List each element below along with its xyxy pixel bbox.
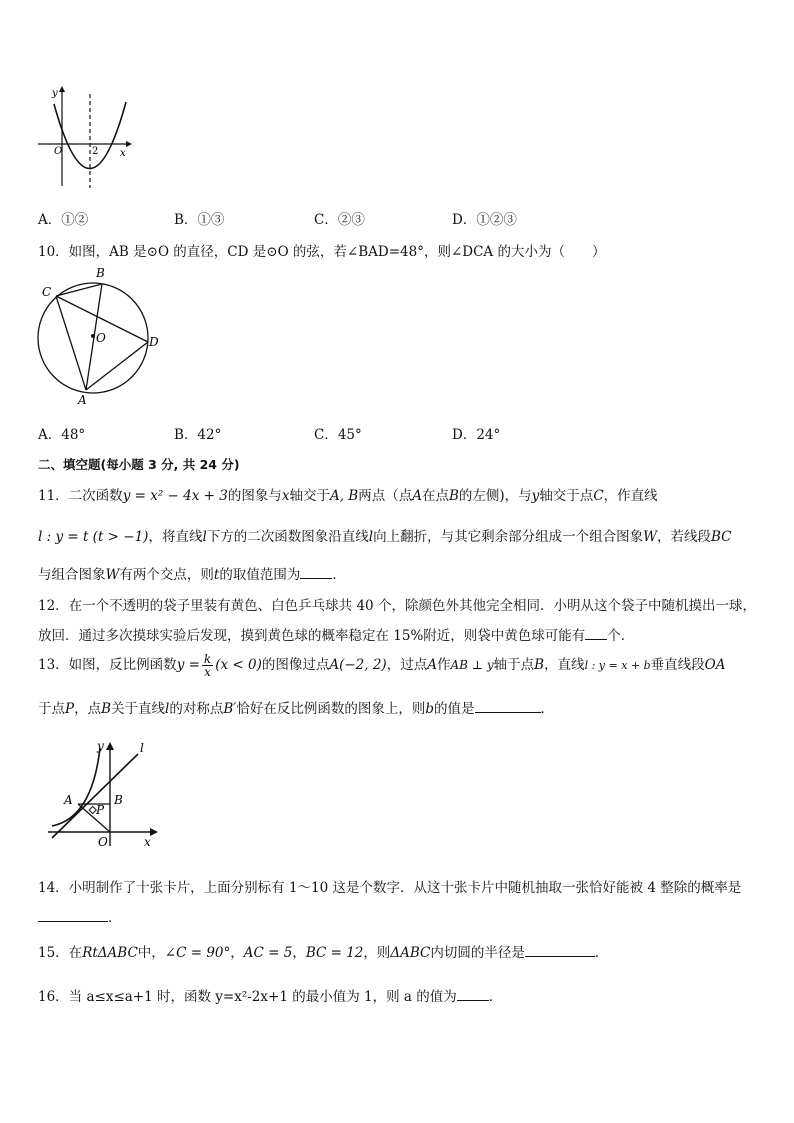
q11-t: t [213, 567, 220, 583]
q15-text-g: ． [594, 945, 609, 961]
label-a: A [78, 393, 87, 407]
q11-b: B [448, 488, 459, 504]
label-b: B [96, 266, 105, 280]
q11-w2: W [105, 567, 120, 583]
q13-b2: B [101, 701, 112, 717]
q11-text-g: 轴交于点 [539, 488, 594, 504]
q11-text-n: 有两个交点，则 [119, 567, 214, 583]
q13-answer-blank[interactable] [475, 700, 541, 713]
q11-answer-blank[interactable] [300, 566, 332, 579]
q11-text-i: ，将直线 [148, 529, 203, 545]
q15-tri: RtΔABC [82, 945, 138, 961]
x-label: x [120, 148, 126, 159]
fig-a-label: A [64, 793, 73, 807]
q11-x: x [281, 488, 290, 504]
q13-text-a: 13．如图，反比例函数 [38, 657, 177, 673]
q11-ab: A, B [329, 488, 359, 504]
y-axis-arrow [106, 742, 114, 750]
q14-answer-blank[interactable] [38, 909, 108, 922]
q15-bc: BC = 12 [305, 945, 364, 961]
y-label: y [52, 88, 58, 99]
q10-option-a: A．48° [38, 427, 86, 443]
q11-l2: l [368, 529, 374, 545]
parabola-figure [34, 84, 134, 192]
label-c: C [42, 285, 52, 299]
circle-figure [30, 262, 170, 406]
y-axis-arrow [59, 86, 65, 92]
q15-text-f: 内切圆的半径是 [430, 945, 525, 961]
two-label: 2 [92, 146, 99, 157]
q11-text-h: ，作直线 [603, 488, 658, 504]
q13-text-k: 的对称点 [169, 701, 224, 717]
q15-line [38, 941, 608, 961]
q11-c: C [593, 488, 604, 504]
q13-text-f: ，直线 [544, 657, 585, 673]
q11-text-o: 的取值范围为 [219, 567, 301, 583]
q13-text-e: 轴于点 [493, 657, 535, 673]
q10-option-b: B．42° [174, 427, 222, 443]
q10-option-d: D．24° [452, 427, 501, 443]
q10-option-c: C．45° [314, 427, 362, 443]
fig-o-label: O [98, 835, 108, 849]
q13-text-m: 的值是 [434, 701, 475, 717]
q15-text-c: ， [230, 945, 244, 961]
q13-l: l [165, 701, 170, 717]
q9-option-c: C．②③ [314, 212, 365, 228]
q13-text-c: ，过点 [386, 657, 428, 673]
q15-answer-blank[interactable] [525, 944, 595, 957]
q11-text-e: 在点 [421, 488, 449, 504]
chord-cb [56, 284, 102, 296]
q13-text-b: 的图像过点 [261, 657, 330, 673]
q11-text-m: 与组合图象 [38, 567, 106, 583]
x-axis-arrow [150, 828, 158, 836]
q12-line1: 12．在一个不透明的袋子里装有黄色、白色乒乓球共 40 个，除颜色外其他完全相同．小明从这个袋子中随机摸出一球， [38, 598, 756, 614]
q13-y-eq: y = [176, 657, 200, 673]
q11-bc: BC [711, 529, 732, 545]
q13-p: P [65, 701, 75, 717]
origin-label: O [54, 146, 63, 157]
q13-perp: AB ⊥ y [450, 658, 494, 672]
fig-b-label: B [114, 793, 123, 807]
q13-b-prime: B′ [223, 701, 237, 717]
q11-line1 [38, 484, 658, 504]
fig-x-label: x [144, 835, 151, 849]
q15-text-d: ， [292, 945, 306, 961]
q13-text-d: 作 [436, 657, 451, 673]
q9-option-a: A．①② [38, 212, 89, 228]
fig-p-label: P [96, 803, 105, 817]
q10-stem: 10．如图，AB 是⊙O 的直径，CD 是⊙O 的弦，若∠BAD=48°，则∠DCA 的大小为（ ） [38, 244, 606, 260]
q14-line1: 14．小明制作了十张卡片，上面分别标有 1～10 这是个数字．从这十张卡片中随机抽取一张恰好能被 4 整除的概率是 [38, 880, 742, 896]
q13-text-i: ，点 [74, 701, 102, 717]
q11-text-a: 11．二次函数 [38, 488, 123, 504]
q13-line2 [38, 697, 554, 717]
fig-y-label: y [97, 739, 104, 753]
q15-ac: AC = 5 [243, 945, 293, 961]
q13-text-j: 关于直线 [111, 701, 166, 717]
q13-b-var: b [425, 701, 434, 717]
q13-x: x [204, 665, 211, 679]
q11-text-d: 两点（点 [358, 488, 413, 504]
q12-answer-blank[interactable] [585, 627, 607, 640]
label-d: D [149, 335, 159, 349]
fig-l-label: l [140, 741, 144, 755]
q13-b: B [534, 657, 545, 673]
q16-line [38, 985, 502, 1005]
label-o: O [96, 331, 106, 345]
q13-point-a: A(−2, 2) [329, 657, 387, 673]
q15-text-b: 中， [137, 945, 165, 961]
q13-text-g: 垂直线段 [650, 657, 705, 673]
q13-line-l: l : y = x + b [584, 659, 651, 672]
q11-text-c: 轴交于 [289, 488, 330, 504]
q15-text-e: ，则 [363, 945, 391, 961]
q13-oa: OA [704, 657, 726, 673]
q13-cond: (x < 0) [215, 657, 262, 673]
q11-text-l: ，若线段 [657, 529, 711, 545]
q13-a: A [427, 657, 437, 673]
q14-text: ． [108, 910, 122, 926]
q9-option-d: D．①②③ [452, 212, 517, 228]
q14-line2 [38, 906, 122, 926]
q13-k: k [203, 652, 212, 666]
q12-line2 [38, 624, 634, 644]
q11-function: y = x² − 4x + 3 [122, 488, 228, 504]
q11-text-k: 向上翻折，与其它剩余部分组成一个组合图象 [373, 529, 644, 545]
q9-option-b: B．①③ [174, 212, 225, 228]
q11-text-p: ． [332, 567, 346, 583]
chord-ca [56, 296, 86, 390]
q11-w: W [643, 529, 657, 545]
q13-text-n: ． [540, 701, 554, 717]
center-dot [91, 334, 95, 338]
q13-text-l: 恰好在反比例函数的图象上，则 [236, 701, 426, 717]
q16-text-a: 16．当 a≤x≤a+1 时，函数 y=x²-2x+1 的最小值为 1，则 a 的值为 [38, 989, 457, 1005]
section2-title: 二、填空题(每小题 3 分, 共 24 分) [38, 457, 240, 472]
q12-text-a: 放回．通过多次摸球实验后发现，摸到黄色球的概率稳定在 15%附近，则袋中黄色球可能有 [38, 628, 586, 644]
chord-ad [86, 342, 148, 390]
q11-text-j: 下方的二次函数图象沿直线 [206, 529, 369, 545]
q11-l1: l [202, 529, 207, 545]
q11-y: y [531, 488, 540, 504]
q15-tri2: ΔABC [390, 945, 431, 961]
q11-a: A [412, 488, 422, 504]
q11-line2 [38, 525, 732, 545]
q16-answer-blank[interactable] [457, 988, 489, 1001]
q16-text-b: ． [488, 989, 503, 1005]
q11-line3 [38, 563, 346, 583]
q15-angle: ∠C = 90° [164, 945, 231, 961]
q13-line1 [38, 652, 726, 679]
q15-text-a: 15．在 [38, 945, 83, 961]
x-axis-arrow [126, 141, 132, 147]
q13-text-h: 于点 [38, 701, 65, 717]
q13-fraction [202, 653, 213, 678]
q12-text-b: 个． [607, 628, 635, 644]
hyperbola-figure [40, 738, 170, 850]
q11-text-f: 的左侧)，与 [458, 488, 532, 504]
q11-line-l: l : y = t (t > −1) [38, 529, 149, 545]
q11-text-b: 的图象与 [227, 488, 282, 504]
